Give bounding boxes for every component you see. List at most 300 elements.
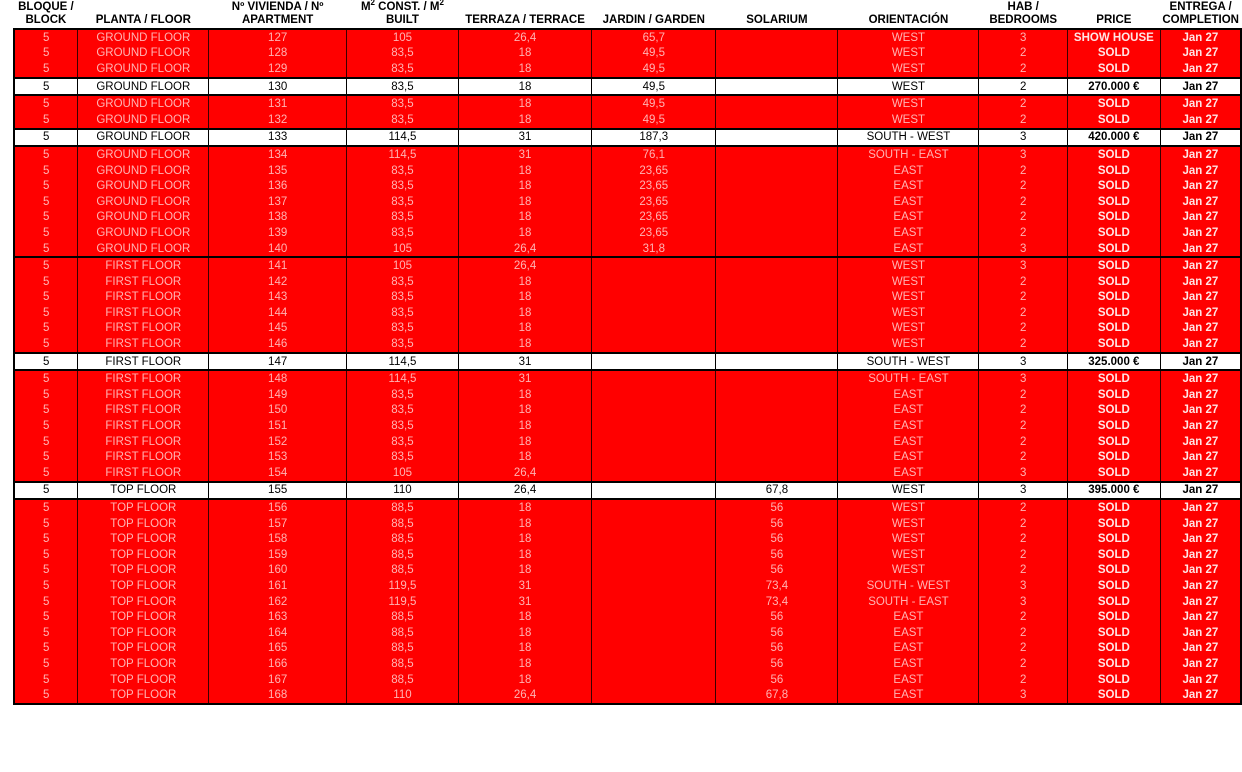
cell-block: 5 [14, 290, 78, 306]
table-row [14, 687, 1241, 704]
cell-completion: Jan 27 [1160, 516, 1241, 532]
cell-floor: FIRST FLOOR [78, 305, 209, 321]
cell-orientation: WEST [838, 321, 979, 337]
cell-garden [592, 672, 716, 688]
cell-orientation: EAST [838, 449, 979, 465]
table-row [14, 547, 1241, 563]
cell-solarium [716, 274, 838, 290]
cell-price: SOLD [1067, 403, 1160, 419]
cell-apartment: 134 [209, 146, 347, 163]
cell-apartment: 133 [209, 129, 347, 147]
cell-apartment: 144 [209, 305, 347, 321]
cell-apartment: 132 [209, 112, 347, 129]
cell-completion: Jan 27 [1160, 321, 1241, 337]
table-row [14, 418, 1241, 434]
cell-garden: 187,3 [592, 129, 716, 147]
cell-terrace: 18 [458, 516, 591, 532]
cell-price: SOLD [1067, 257, 1160, 274]
cell-block: 5 [14, 563, 78, 579]
cell-built-area: 83,5 [346, 61, 458, 78]
cell-floor: TOP FLOOR [78, 641, 209, 657]
cell-garden: 49,5 [592, 95, 716, 112]
table-row [14, 499, 1241, 516]
cell-bedrooms: 2 [979, 499, 1067, 516]
cell-terrace: 26,4 [458, 482, 591, 500]
cell-block: 5 [14, 257, 78, 274]
cell-garden [592, 641, 716, 657]
cell-price: SOLD [1067, 641, 1160, 657]
cell-bedrooms: 3 [979, 241, 1067, 258]
cell-price: SOLD [1067, 46, 1160, 62]
cell-garden [592, 482, 716, 500]
cell-bedrooms: 2 [979, 641, 1067, 657]
table-row [14, 656, 1241, 672]
cell-terrace: 18 [458, 194, 591, 210]
cell-garden [592, 353, 716, 371]
cell-completion: Jan 27 [1160, 46, 1241, 62]
cell-garden: 49,5 [592, 78, 716, 96]
cell-orientation: WEST [838, 563, 979, 579]
cell-price: SOLD [1067, 434, 1160, 450]
cell-solarium [716, 465, 838, 482]
cell-bedrooms: 2 [979, 547, 1067, 563]
cell-apartment: 128 [209, 46, 347, 62]
cell-built-area: 88,5 [346, 547, 458, 563]
cell-garden: 23,65 [592, 194, 716, 210]
table-row [14, 625, 1241, 641]
cell-block: 5 [14, 146, 78, 163]
cell-block: 5 [14, 163, 78, 179]
cell-bedrooms: 3 [979, 594, 1067, 610]
cell-block: 5 [14, 403, 78, 419]
cell-built-area: 88,5 [346, 672, 458, 688]
cell-orientation: SOUTH - WEST [838, 129, 979, 147]
cell-completion: Jan 27 [1160, 241, 1241, 258]
cell-solarium [716, 434, 838, 450]
cell-block: 5 [14, 434, 78, 450]
cell-completion: Jan 27 [1160, 370, 1241, 387]
cell-completion: Jan 27 [1160, 163, 1241, 179]
cell-apartment: 148 [209, 370, 347, 387]
cell-floor: GROUND FLOOR [78, 163, 209, 179]
header-built-area: $M^2$ CONST. / $M^2$ BUILT [360, 0, 444, 26]
cell-garden [592, 547, 716, 563]
cell-solarium: 56 [716, 563, 838, 579]
cell-built-area: 83,5 [346, 418, 458, 434]
cell-terrace: 18 [458, 112, 591, 129]
cell-terrace: 31 [458, 353, 591, 371]
cell-price: SOLD [1067, 516, 1160, 532]
cell-price: SOLD [1067, 499, 1160, 516]
cell-garden [592, 516, 716, 532]
cell-completion: Jan 27 [1160, 434, 1241, 450]
cell-terrace: 18 [458, 625, 591, 641]
cell-bedrooms: 2 [979, 163, 1067, 179]
table-row [14, 194, 1241, 210]
cell-bedrooms: 2 [979, 95, 1067, 112]
cell-solarium [716, 387, 838, 403]
cell-price: SOLD [1067, 578, 1160, 594]
cell-apartment: 150 [209, 403, 347, 419]
cell-garden [592, 449, 716, 465]
table-row [14, 387, 1241, 403]
cell-apartment: 155 [209, 482, 347, 500]
cell-orientation: WEST [838, 46, 979, 62]
cell-garden: 31,8 [592, 241, 716, 258]
cell-terrace: 18 [458, 531, 591, 547]
cell-orientation: WEST [838, 336, 979, 353]
cell-garden [592, 336, 716, 353]
cell-price: SOLD [1067, 687, 1160, 704]
cell-terrace: 31 [458, 129, 591, 147]
cell-garden [592, 625, 716, 641]
cell-solarium: 56 [716, 499, 838, 516]
cell-solarium [716, 210, 838, 226]
cell-solarium [716, 61, 838, 78]
cell-orientation: EAST [838, 225, 979, 241]
cell-bedrooms: 3 [979, 578, 1067, 594]
cell-terrace: 18 [458, 178, 591, 194]
cell-bedrooms: 2 [979, 194, 1067, 210]
cell-built-area: 105 [346, 257, 458, 274]
cell-price: 270.000 € [1067, 78, 1160, 96]
cell-garden [592, 465, 716, 482]
cell-built-area: 88,5 [346, 531, 458, 547]
cell-garden: 49,5 [592, 61, 716, 78]
table-row [14, 241, 1241, 258]
cell-completion: Jan 27 [1160, 257, 1241, 274]
cell-block: 5 [14, 274, 78, 290]
table-row [14, 449, 1241, 465]
cell-apartment: 146 [209, 336, 347, 353]
cell-garden [592, 305, 716, 321]
cell-solarium [716, 163, 838, 179]
cell-apartment: 158 [209, 531, 347, 547]
cell-solarium: 56 [716, 531, 838, 547]
cell-solarium [716, 449, 838, 465]
cell-block: 5 [14, 609, 78, 625]
cell-built-area: 105 [346, 29, 458, 46]
cell-terrace: 18 [458, 336, 591, 353]
cell-completion: Jan 27 [1160, 194, 1241, 210]
cell-completion: Jan 27 [1160, 210, 1241, 226]
cell-completion: Jan 27 [1160, 78, 1241, 96]
cell-completion: Jan 27 [1160, 656, 1241, 672]
cell-built-area: 114,5 [346, 353, 458, 371]
cell-completion: Jan 27 [1160, 225, 1241, 241]
cell-floor: GROUND FLOOR [78, 146, 209, 163]
header-terrace: TERRAZA / TERRACE [465, 14, 585, 26]
cell-apartment: 145 [209, 321, 347, 337]
cell-floor: TOP FLOOR [78, 578, 209, 594]
cell-terrace: 18 [458, 210, 591, 226]
cell-built-area: 83,5 [346, 274, 458, 290]
table-row [14, 403, 1241, 419]
cell-floor: FIRST FLOOR [78, 387, 209, 403]
table-row [14, 641, 1241, 657]
cell-bedrooms: 2 [979, 225, 1067, 241]
cell-apartment: 129 [209, 61, 347, 78]
cell-price: SOLD [1067, 163, 1160, 179]
cell-apartment: 141 [209, 257, 347, 274]
cell-block: 5 [14, 387, 78, 403]
cell-price: SOLD [1067, 563, 1160, 579]
cell-price: SOLD [1067, 112, 1160, 129]
cell-block: 5 [14, 531, 78, 547]
cell-terrace: 31 [458, 594, 591, 610]
cell-floor: GROUND FLOOR [78, 210, 209, 226]
cell-terrace: 18 [458, 163, 591, 179]
cell-orientation: EAST [838, 672, 979, 688]
cell-solarium: 67,8 [716, 687, 838, 704]
cell-orientation: SOUTH - EAST [838, 146, 979, 163]
table-row [14, 531, 1241, 547]
cell-completion: Jan 27 [1160, 449, 1241, 465]
cell-built-area: 88,5 [346, 516, 458, 532]
cell-price: SOLD [1067, 61, 1160, 78]
cell-orientation: EAST [838, 625, 979, 641]
cell-orientation: WEST [838, 499, 979, 516]
cell-block: 5 [14, 112, 78, 129]
cell-block: 5 [14, 418, 78, 434]
cell-floor: GROUND FLOOR [78, 29, 209, 46]
table-row [14, 129, 1241, 147]
cell-bedrooms: 2 [979, 78, 1067, 96]
cell-solarium [716, 418, 838, 434]
cell-orientation: SOUTH - WEST [838, 578, 979, 594]
table-row [14, 163, 1241, 179]
cell-garden [592, 290, 716, 306]
cell-solarium [716, 241, 838, 258]
cell-terrace: 18 [458, 563, 591, 579]
cell-orientation: WEST [838, 305, 979, 321]
cell-bedrooms: 2 [979, 46, 1067, 62]
cell-floor: GROUND FLOOR [78, 95, 209, 112]
cell-orientation: EAST [838, 656, 979, 672]
cell-built-area: 83,5 [346, 178, 458, 194]
cell-block: 5 [14, 29, 78, 46]
cell-floor: FIRST FLOOR [78, 353, 209, 371]
cell-bedrooms: 2 [979, 531, 1067, 547]
cell-orientation: EAST [838, 163, 979, 179]
table-row [14, 594, 1241, 610]
cell-solarium: 56 [716, 641, 838, 657]
cell-terrace: 26,4 [458, 241, 591, 258]
cell-solarium [716, 353, 838, 371]
cell-orientation: SOUTH - EAST [838, 594, 979, 610]
cell-floor: TOP FLOOR [78, 594, 209, 610]
cell-floor: FIRST FLOOR [78, 434, 209, 450]
cell-bedrooms: 3 [979, 146, 1067, 163]
cell-bedrooms: 3 [979, 129, 1067, 147]
cell-garden [592, 499, 716, 516]
header-bedrooms: HAB / BEDROOMS [989, 1, 1058, 26]
cell-apartment: 161 [209, 578, 347, 594]
cell-apartment: 130 [209, 78, 347, 96]
cell-block: 5 [14, 46, 78, 62]
cell-block: 5 [14, 578, 78, 594]
cell-bedrooms: 3 [979, 465, 1067, 482]
cell-completion: Jan 27 [1160, 336, 1241, 353]
cell-terrace: 18 [458, 403, 591, 419]
cell-apartment: 143 [209, 290, 347, 306]
cell-orientation: WEST [838, 112, 979, 129]
cell-apartment: 127 [209, 29, 347, 46]
cell-floor: GROUND FLOOR [78, 129, 209, 147]
cell-built-area: 83,5 [346, 78, 458, 96]
cell-solarium [716, 336, 838, 353]
cell-orientation: WEST [838, 516, 979, 532]
cell-built-area: 83,5 [346, 305, 458, 321]
cell-floor: TOP FLOOR [78, 656, 209, 672]
cell-price: SHOW HOUSE [1067, 29, 1160, 46]
cell-terrace: 18 [458, 641, 591, 657]
cell-built-area: 88,5 [346, 656, 458, 672]
cell-block: 5 [14, 516, 78, 532]
cell-built-area: 119,5 [346, 578, 458, 594]
cell-garden [592, 370, 716, 387]
cell-floor: GROUND FLOOR [78, 241, 209, 258]
header-apartment: Nº VIVIENDA / Nº APARTMENT [231, 1, 324, 26]
cell-floor: TOP FLOOR [78, 687, 209, 704]
cell-block: 5 [14, 672, 78, 688]
cell-bedrooms: 2 [979, 516, 1067, 532]
cell-built-area: 119,5 [346, 594, 458, 610]
cell-floor: GROUND FLOOR [78, 112, 209, 129]
cell-price: SOLD [1067, 547, 1160, 563]
cell-solarium: 56 [716, 672, 838, 688]
cell-completion: Jan 27 [1160, 547, 1241, 563]
cell-garden: 23,65 [592, 163, 716, 179]
cell-completion: Jan 27 [1160, 418, 1241, 434]
table-row [14, 336, 1241, 353]
cell-garden [592, 656, 716, 672]
cell-orientation: WEST [838, 482, 979, 500]
table-row [14, 290, 1241, 306]
header-orientation: ORIENTACIÓN [868, 14, 949, 26]
cell-terrace: 18 [458, 499, 591, 516]
table-row [14, 95, 1241, 112]
cell-block: 5 [14, 594, 78, 610]
table-row [14, 225, 1241, 241]
cell-price: SOLD [1067, 336, 1160, 353]
cell-apartment: 166 [209, 656, 347, 672]
cell-garden: 23,65 [592, 178, 716, 194]
cell-completion: Jan 27 [1160, 129, 1241, 147]
cell-floor: GROUND FLOOR [78, 194, 209, 210]
table-row [14, 465, 1241, 482]
cell-bedrooms: 2 [979, 210, 1067, 226]
cell-completion: Jan 27 [1160, 465, 1241, 482]
cell-block: 5 [14, 547, 78, 563]
cell-apartment: 164 [209, 625, 347, 641]
cell-completion: Jan 27 [1160, 609, 1241, 625]
cell-price: SOLD [1067, 594, 1160, 610]
cell-block: 5 [14, 499, 78, 516]
cell-floor: TOP FLOOR [78, 563, 209, 579]
cell-bedrooms: 2 [979, 625, 1067, 641]
cell-solarium [716, 194, 838, 210]
cell-garden: 65,7 [592, 29, 716, 46]
cell-apartment: 140 [209, 241, 347, 258]
cell-price: SOLD [1067, 321, 1160, 337]
cell-orientation: SOUTH - EAST [838, 370, 979, 387]
table-row [14, 112, 1241, 129]
cell-price: SOLD [1067, 672, 1160, 688]
cell-apartment: 163 [209, 609, 347, 625]
cell-bedrooms: 3 [979, 687, 1067, 704]
cell-price: SOLD [1067, 387, 1160, 403]
cell-terrace: 18 [458, 274, 591, 290]
cell-terrace: 26,4 [458, 687, 591, 704]
cell-bedrooms: 2 [979, 387, 1067, 403]
cell-price: SOLD [1067, 465, 1160, 482]
table-row [14, 434, 1241, 450]
cell-floor: FIRST FLOOR [78, 370, 209, 387]
cell-completion: Jan 27 [1160, 594, 1241, 610]
cell-price: SOLD [1067, 305, 1160, 321]
cell-completion: Jan 27 [1160, 112, 1241, 129]
cell-price: SOLD [1067, 241, 1160, 258]
cell-orientation: WEST [838, 95, 979, 112]
cell-terrace: 31 [458, 146, 591, 163]
cell-price: SOLD [1067, 95, 1160, 112]
cell-bedrooms: 3 [979, 370, 1067, 387]
table-row [14, 609, 1241, 625]
cell-terrace: 18 [458, 225, 591, 241]
cell-solarium [716, 257, 838, 274]
cell-solarium: 56 [716, 547, 838, 563]
cell-floor: FIRST FLOOR [78, 336, 209, 353]
cell-bedrooms: 2 [979, 434, 1067, 450]
cell-floor: FIRST FLOOR [78, 274, 209, 290]
cell-built-area: 114,5 [346, 370, 458, 387]
cell-built-area: 83,5 [346, 194, 458, 210]
cell-built-area: 83,5 [346, 449, 458, 465]
cell-price: SOLD [1067, 656, 1160, 672]
cell-built-area: 114,5 [346, 146, 458, 163]
cell-terrace: 18 [458, 95, 591, 112]
cell-floor: FIRST FLOOR [78, 321, 209, 337]
table-row [14, 353, 1241, 371]
cell-garden: 49,5 [592, 46, 716, 62]
cell-completion: Jan 27 [1160, 95, 1241, 112]
cell-terrace: 18 [458, 656, 591, 672]
table-row [14, 672, 1241, 688]
cell-solarium: 56 [716, 625, 838, 641]
cell-bedrooms: 2 [979, 290, 1067, 306]
cell-price: SOLD [1067, 210, 1160, 226]
cell-floor: TOP FLOOR [78, 516, 209, 532]
cell-completion: Jan 27 [1160, 625, 1241, 641]
cell-solarium [716, 178, 838, 194]
table-row [14, 578, 1241, 594]
cell-floor: GROUND FLOOR [78, 225, 209, 241]
cell-orientation: EAST [838, 418, 979, 434]
cell-apartment: 152 [209, 434, 347, 450]
header-completion: ENTREGA / COMPLETION [1162, 1, 1239, 26]
table-row [14, 210, 1241, 226]
cell-terrace: 18 [458, 321, 591, 337]
cell-solarium: 73,4 [716, 578, 838, 594]
cell-price: SOLD [1067, 225, 1160, 241]
table-header [14, 0, 1241, 29]
cell-completion: Jan 27 [1160, 482, 1241, 500]
cell-solarium [716, 129, 838, 147]
cell-block: 5 [14, 305, 78, 321]
cell-solarium [716, 112, 838, 129]
cell-built-area: 83,5 [346, 434, 458, 450]
